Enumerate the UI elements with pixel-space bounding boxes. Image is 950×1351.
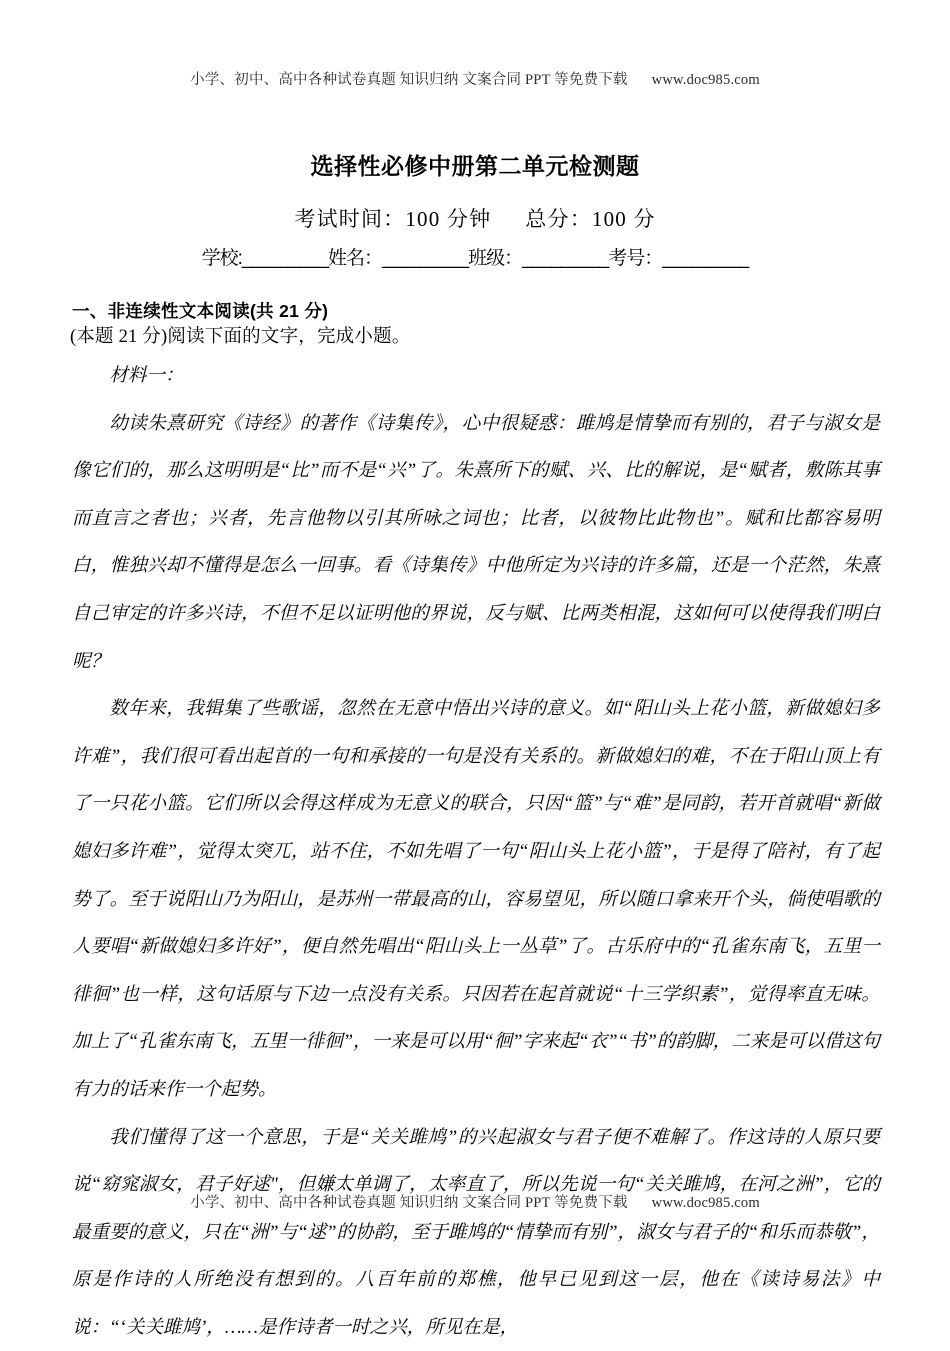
header-promo-text: 小学、初中、高中各种试卷真题 知识归纳 文案合同 PPT 等免费下载: [190, 72, 628, 88]
passage-paragraph: 数年来，我辑集了些歌谣，忽然在无意中悟出兴诗的意义。如“阳山头上花小篮，新做媳妇多许难”，我们很可看出起首的一句和承接的一句是没有关系的。新做媳妇的难，不在于阳山顶上有了一只花小篮。它们所以会得这样成为无意义的联合，只因“篮”与“难”是同韵，若开首就唱“新做媳妇多许难”，觉得太突兀，站不住，不如先唱了一句“阳山头上花小篮”，于是得了陪衬，有了起势了。至于说阳山乃为阳山，是苏州一带最高的山，容易望见，所以随口拿来开个头，倘使唱歌的人要唱“新做媳妇多许好”，便自然先唱出“阳山头上一丛草”了。古乐府中的“孔雀东南飞，五里一徘徊”也一样，这句话原与下边一点没有关系。只因若在起首就说“十三学织素”，觉得率直无味。加上了“孔雀东南飞，五里一徘徊”，一来是可以用“徊”字来起“衣”“书”的韵脚，二来是可以借这句有力的话来作一个起势。: [72, 685, 880, 1113]
footer-site-url: www.doc985.com: [652, 1195, 760, 1211]
field-class[interactable]: 班级：_________: [468, 248, 608, 269]
material-label: 材料一：: [72, 352, 880, 400]
header-site-url: www.doc985.com: [652, 72, 760, 88]
footer-promo-text: 小学、初中、高中各种试卷真题 知识归纳 文案合同 PPT 等免费下载: [190, 1195, 628, 1211]
passage-paragraph: 我们懂得了这一个意思，于是“关关雎鸠”的兴起淑女与君子便不难解了。作这诗的人原只要说“窈窕淑女，君子好逑"，但嫌太单调了，太率直了，所以先说一句“关关雎鸠，在河之洲”，它的最重要的意义，只在“洲”与“逑”的协韵，至于雎鸠的“情挚而有别”，淑女与君子的“和乐而恭敬”，原是作诗的人所绝没有想到的。八百年前的郑樵，他早已见到这一层，他在《读诗易法》中说：“‘关关雎鸠’，……是作诗者一时之兴，所见在是，: [72, 1114, 880, 1351]
section-subheading: (本题 21 分)阅读下面的文字，完成小题。: [70, 322, 882, 348]
student-info-fields: [0, 243, 950, 270]
running-header: [0, 68, 950, 89]
running-footer: [0, 1191, 950, 1212]
section-heading: 一、非连续性文本阅读(共 21 分): [72, 298, 882, 323]
field-exam-number[interactable]: 考号：_________: [608, 248, 748, 269]
passage-paragraph: 幼读朱熹研究《诗经》的著作《诗集传》，心中很疑惑：雎鸠是情挚而有别的，君子与淑女是像它们的，那么这明明是“比”而不是“兴”了。朱熹所下的赋、兴、比的解说，是“赋者，敷陈其事而直言之者也；兴者，先言他物以引其所咏之词也；比者，以彼物比此物也”。赋和比都容易明白，惟独兴却不懂得是怎么一回事。看《诗集传》中他所定为兴诗的许多篇，还是一个茫然，朱熹自己审定的许多兴诗，不但不足以证明他的界说，反与赋、比两类相混，这如何可以使得我们明白呢？: [72, 400, 880, 686]
exam-total-score-label: 总分：100 分: [525, 207, 655, 231]
exam-duration-label: 考试时间：100 分钟: [294, 207, 491, 231]
exam-meta-line: [0, 203, 950, 233]
field-school[interactable]: 学校:_________: [202, 248, 328, 269]
field-name[interactable]: 姓名：_________: [328, 248, 468, 269]
page-title: 选择性必修中册第二单元检测题: [0, 148, 950, 181]
